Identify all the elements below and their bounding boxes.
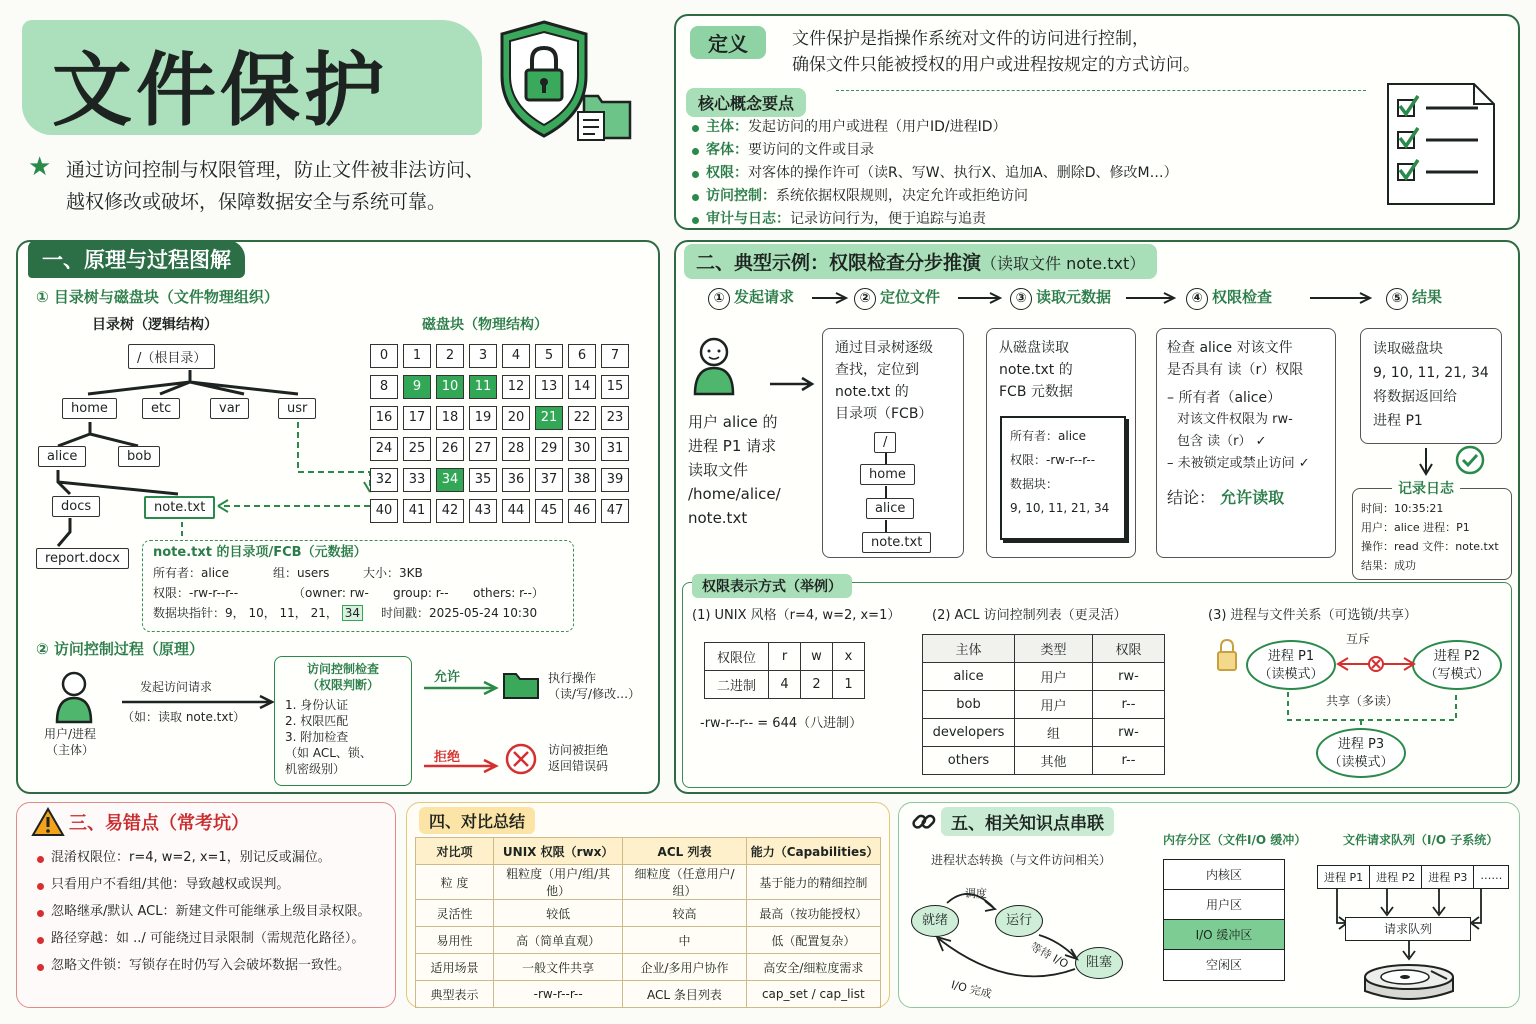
acl-title: (2) ACL 访问控制列表（更灵活） — [932, 608, 1127, 623]
section-2-title: 二、典型示例：权限检查分步推演（读取文件 note.txt） — [684, 244, 1157, 279]
core-point: 客体：要访问的文件或目录 — [690, 141, 1178, 160]
memory-diagram: 内核区 用户区 I/O 缓冲区 空闲区 — [1163, 859, 1285, 981]
fcb-line-1: 所有者：alice 组：users 大小：3KB — [153, 566, 423, 580]
tree-node-alice[interactable]: alice — [38, 446, 86, 467]
step-2-label: ② 定位文件 — [854, 286, 940, 310]
path-note: note.txt — [862, 532, 931, 553]
path-home: home — [860, 464, 915, 485]
access-check-box: 访问控制检查 （权限判断） 1. 身份认证 2. 权限匹配 3. 附加检查 （如 ACL、锁、 机密级别） — [274, 656, 412, 786]
pitfalls-list — [35, 849, 391, 979]
disk-block[interactable]: 18 — [436, 406, 464, 430]
core-concepts-list — [690, 118, 1178, 233]
definition-text — [792, 26, 1200, 78]
share-label: 共享（多读） — [1322, 692, 1402, 709]
disk-block[interactable]: 2 — [436, 344, 464, 368]
core-point: 访问控制：系统依据权限规则，决定允许或拒绝访问 — [690, 187, 1178, 206]
deny-result: 访问被拒绝 返回错误码 — [548, 743, 609, 773]
mutex-label: 互斥 — [1346, 632, 1371, 646]
disk-block[interactable]: 22 — [568, 406, 596, 430]
disk-block[interactable]: 19 — [469, 406, 497, 430]
comparison-table: 对比项 UNIX 权限（rwx） ACL 列表 能力（Capabilities） 粒 度 粗粒度（用户/组/其他） 细粒度（任意用户/组） 基于能力的精细控制 灵活性 较低 较高 最高（按功能授权） 易用性 高（简单直观） 中 低（配置复杂） 适用场景 一般文件共享 企业/多用户协作 高安全/细粒度需求 典型表示 -rw-r--r-- ACL 条目列表 cap_set / cap_list — [415, 837, 881, 1008]
warning-icon — [31, 807, 65, 837]
disk-block[interactable]: 12 — [502, 375, 530, 399]
tree-title: 目录树（逻辑结构） — [92, 317, 218, 333]
pitfall-item: 混淆权限位：r=4, w=2, x=1，别记反或漏位。 — [35, 849, 391, 867]
disk-block[interactable]: 28 — [502, 437, 530, 461]
disk-block[interactable]: 34 — [436, 468, 464, 492]
memory-title: 内存分区（文件I/O 缓冲） — [1163, 833, 1307, 847]
disk-block[interactable]: 13 — [535, 375, 563, 399]
log-box: 时间：10:35:21 用户：alice 进程：P1 操作：read 文件：note.txt 结果：成功 — [1352, 488, 1512, 580]
section-2-panel — [674, 240, 1520, 794]
disk-block[interactable]: 36 — [502, 468, 530, 492]
request-label: 发起访问请求 — [140, 680, 213, 694]
disk-block[interactable]: 38 — [568, 468, 596, 492]
tree-node-report[interactable]: report.docx — [36, 548, 129, 569]
disk-block[interactable]: 8 — [370, 375, 398, 399]
tree-node-note[interactable]: note.txt — [144, 496, 215, 519]
disk-icon — [1361, 957, 1457, 1001]
deny-icon — [504, 742, 538, 776]
step-4-box: 检查 alice 对该文件 是否具有 读（r）权限 – 所有者（alice） 对该文件权限为 rw- 包含 读（r） ✓ – 未被锁定或禁止访问 ✓ 结论： 允许读取 — [1156, 328, 1336, 558]
fcb-line-3: 数据块指针：9， 10， 11， 21， 34 时间戳：2025-05-24 10:30 — [153, 606, 538, 620]
disk-block[interactable]: 31 — [601, 437, 629, 461]
request-arrow — [120, 696, 280, 708]
dispatch-label: 调度 — [965, 887, 987, 900]
allow-arrow — [422, 682, 502, 694]
process-p2: 进程 P2 （写模式） — [1412, 640, 1502, 690]
acl-table: 主体 类型 权限 alice 用户 rw- bob 用户 r-- developers 组 rw- others 其他 r-- — [922, 634, 1165, 775]
disk-block[interactable]: 9 — [403, 375, 431, 399]
pitfall-item: 忽略继承/默认 ACL：新建文件可能继承上级目录权限。 — [35, 903, 391, 921]
section-5-panel — [898, 802, 1520, 1008]
log-title: 记录日志 — [1392, 478, 1460, 498]
unix-equation: -rw-r--r-- = 644（八进制） — [700, 716, 863, 731]
disk-block[interactable]: 4 — [502, 344, 530, 368]
request-queue: 请求队列 — [1345, 917, 1471, 941]
blocks-title: 磁盘块（物理结构） — [422, 317, 548, 333]
disk-block[interactable]: 42 — [436, 499, 464, 523]
step-4-conclusion: 结论： 允许读取 — [1167, 488, 1285, 507]
section-4-panel — [406, 802, 890, 1008]
disk-block[interactable]: 33 — [403, 468, 431, 492]
tree-node-etc[interactable]: etc — [142, 398, 180, 419]
queue-title: 文件请求队列（I/O 子系统） — [1343, 833, 1499, 847]
step-5-box: 读取磁盘块 9, 10, 11, 21, 34 将数据返回给 进程 P1 — [1360, 328, 1502, 444]
tree-node-usr[interactable]: usr — [278, 398, 316, 419]
fcb-box — [142, 540, 574, 632]
step-1-text: 用户 alice 的 进程 P1 请求 读取文件 /home/alice/ note.txt — [688, 413, 781, 527]
process-p1: 进程 P1 （读模式） — [1246, 640, 1336, 690]
subsection-2-title: ② 访问控制过程（原理） — [36, 640, 204, 658]
fcb-title: note.txt 的目录项/FCB（元数据） — [153, 545, 367, 560]
perm-tag: 权限表示方式（举例） — [692, 574, 852, 598]
disk-blocks-grid — [370, 344, 640, 524]
disk-block[interactable]: 0 — [370, 344, 398, 368]
allow-result: 执行操作 （读/写/修改…） — [548, 671, 641, 701]
disk-block[interactable]: 15 — [601, 375, 629, 399]
disk-block[interactable]: 45 — [535, 499, 563, 523]
pitfall-item: 路径穿越：如 ../ 可能绕过目录限制（需规范化路径）。 — [35, 930, 391, 948]
disk-block[interactable]: 39 — [601, 468, 629, 492]
disk-block[interactable]: 14 — [568, 375, 596, 399]
core-concepts-tag: 核心概念要点 — [686, 88, 806, 117]
shield-lock-icon — [498, 18, 638, 148]
state-title: 进程状态转换（与文件访问相关） — [931, 853, 1112, 867]
disk-block[interactable]: 24 — [370, 437, 398, 461]
queue-procs: 进程 P1 进程 P2 进程 P3 …… — [1317, 865, 1509, 889]
tree-node-docs[interactable]: docs — [52, 496, 100, 517]
disk-block[interactable]: 5 — [535, 344, 563, 368]
step-3-box: 从磁盘读取 note.txt 的 FCB 元数据 — [986, 328, 1136, 558]
definition-line-1: 文件保护是指操作系统对文件的访问进行控制， — [792, 29, 1149, 49]
disk-block[interactable]: 20 — [502, 406, 530, 430]
allow-label: 允许 — [434, 670, 461, 685]
request-example: （如：读取 note.txt） — [122, 710, 246, 724]
metadata-doc: 所有者：alice 权限：-rw-r--r-- 数据块： 9, 10, 11, 21, 34 — [1000, 416, 1126, 540]
section-3-title: 三、易错点（常考坑） — [69, 813, 249, 834]
core-point: 权限：对客体的操作许可（读R、写W、执行X、追加A、删除D、修改M…） — [690, 164, 1178, 183]
section-5-title: 五、相关知识点串联 — [941, 807, 1114, 836]
step-3-label: ③ 读取元数据 — [1010, 286, 1111, 310]
section-1-panel — [16, 240, 660, 794]
unix-title: (1) UNIX 风格（r=4, w=2, x=1） — [692, 608, 901, 623]
user-icon — [54, 670, 94, 724]
section-4-title: 四、对比总结 — [419, 807, 535, 834]
pitfall-item: 只看用户不看组/其他：导致越权或误判。 — [35, 876, 391, 894]
disk-block[interactable]: 7 — [601, 344, 629, 368]
step-1-label: ① 发起请求 — [708, 286, 794, 310]
core-point: 主体：发起访问的用户或进程（用户ID/进程ID） — [690, 118, 1178, 137]
tree-node-var[interactable]: var — [210, 398, 249, 419]
user-label: 用户/进程 （主体） — [44, 727, 97, 757]
disk-block[interactable]: 26 — [436, 437, 464, 461]
deny-label: 拒绝 — [434, 750, 461, 765]
process-title: (3) 进程与文件关系（可选锁/共享） — [1208, 608, 1417, 623]
star-icon: ★ — [28, 152, 52, 182]
disk-block[interactable]: 30 — [568, 437, 596, 461]
disk-block[interactable]: 40 — [370, 499, 398, 523]
disk-block[interactable]: 29 — [535, 437, 563, 461]
subsection-1-title: ① 目录树与磁盘块（文件物理组织） — [36, 288, 279, 306]
core-point: 审计与日志：记录访问行为，便于追踪与追责 — [690, 210, 1178, 229]
disk-block[interactable]: 37 — [535, 468, 563, 492]
pitfall-item: 忽略文件锁：写锁存在时仍写入会破坏数据一致性。 — [35, 957, 391, 975]
disk-block[interactable]: 11 — [469, 375, 497, 399]
checklist-document-icon — [1382, 80, 1502, 210]
section-1-title: 一、原理与过程图解 — [28, 240, 245, 278]
step-5-label: ⑤ 结果 — [1386, 286, 1442, 310]
tree-node-bob[interactable]: bob — [118, 446, 160, 467]
state-blocked: 阻塞 — [1075, 947, 1123, 979]
disk-block[interactable]: 17 — [403, 406, 431, 430]
tree-node-home[interactable]: home — [62, 398, 117, 419]
disk-block[interactable]: 47 — [601, 499, 629, 523]
folder-icon — [502, 670, 540, 700]
disk-block[interactable]: 23 — [601, 406, 629, 430]
tree-node-root[interactable]: /（根目录） — [128, 344, 215, 369]
definition-line-2: 确保文件只能被授权的用户或进程按规定的方式访问。 — [792, 55, 1200, 75]
disk-block[interactable]: 3 — [469, 344, 497, 368]
process-p3: 进程 P3 （读模式） — [1316, 728, 1406, 778]
step-4-label: ④ 权限检查 — [1186, 286, 1272, 310]
subtitle — [66, 154, 484, 218]
step-2-box: 通过目录树逐级 查找，定位到 note.txt 的 目录项（FCB） — [822, 328, 964, 558]
disk-block[interactable]: 25 — [403, 437, 431, 461]
disk-block[interactable]: 6 — [568, 344, 596, 368]
disk-block[interactable]: 1 — [403, 344, 431, 368]
disk-block[interactable]: 46 — [568, 499, 596, 523]
disk-block[interactable]: 32 — [370, 468, 398, 492]
share-lines — [676, 242, 1522, 796]
state-ready: 就绪 — [911, 905, 959, 937]
section-3-panel — [16, 802, 396, 1008]
unix-table: 权限位 r w x 二进制 4 2 1 — [704, 642, 865, 699]
state-running: 运行 — [995, 905, 1043, 937]
wait-io-label: 等待 I/O — [1028, 940, 1071, 971]
disk-block[interactable]: 35 — [469, 468, 497, 492]
path-alice: alice — [866, 498, 914, 519]
disk-block[interactable]: 21 — [535, 406, 563, 430]
page-title: 文件保护 — [52, 44, 388, 137]
io-done-label: I/O 完成 — [949, 978, 993, 1001]
fcb-line-2: 权限：-rw-r--r-- （owner: rw- group: r-- others: r--） — [153, 586, 544, 600]
disk-block[interactable]: 10 — [436, 375, 464, 399]
disk-block[interactable]: 43 — [469, 499, 497, 523]
disk-block[interactable]: 41 — [403, 499, 431, 523]
deny-arrow — [422, 760, 502, 772]
disk-block[interactable]: 16 — [370, 406, 398, 430]
definition-tag: 定义 — [690, 26, 766, 59]
path-root: / — [874, 432, 896, 453]
disk-block[interactable]: 27 — [469, 437, 497, 461]
subtitle-line-2: 越权修改或破坏，保障数据安全与系统可靠。 — [66, 191, 447, 213]
disk-block[interactable]: 44 — [502, 499, 530, 523]
definition-panel — [674, 14, 1520, 230]
subtitle-line-1: 通过访问控制与权限管理，防止文件被非法访问、 — [66, 159, 485, 181]
dashed-divider — [836, 90, 1366, 91]
